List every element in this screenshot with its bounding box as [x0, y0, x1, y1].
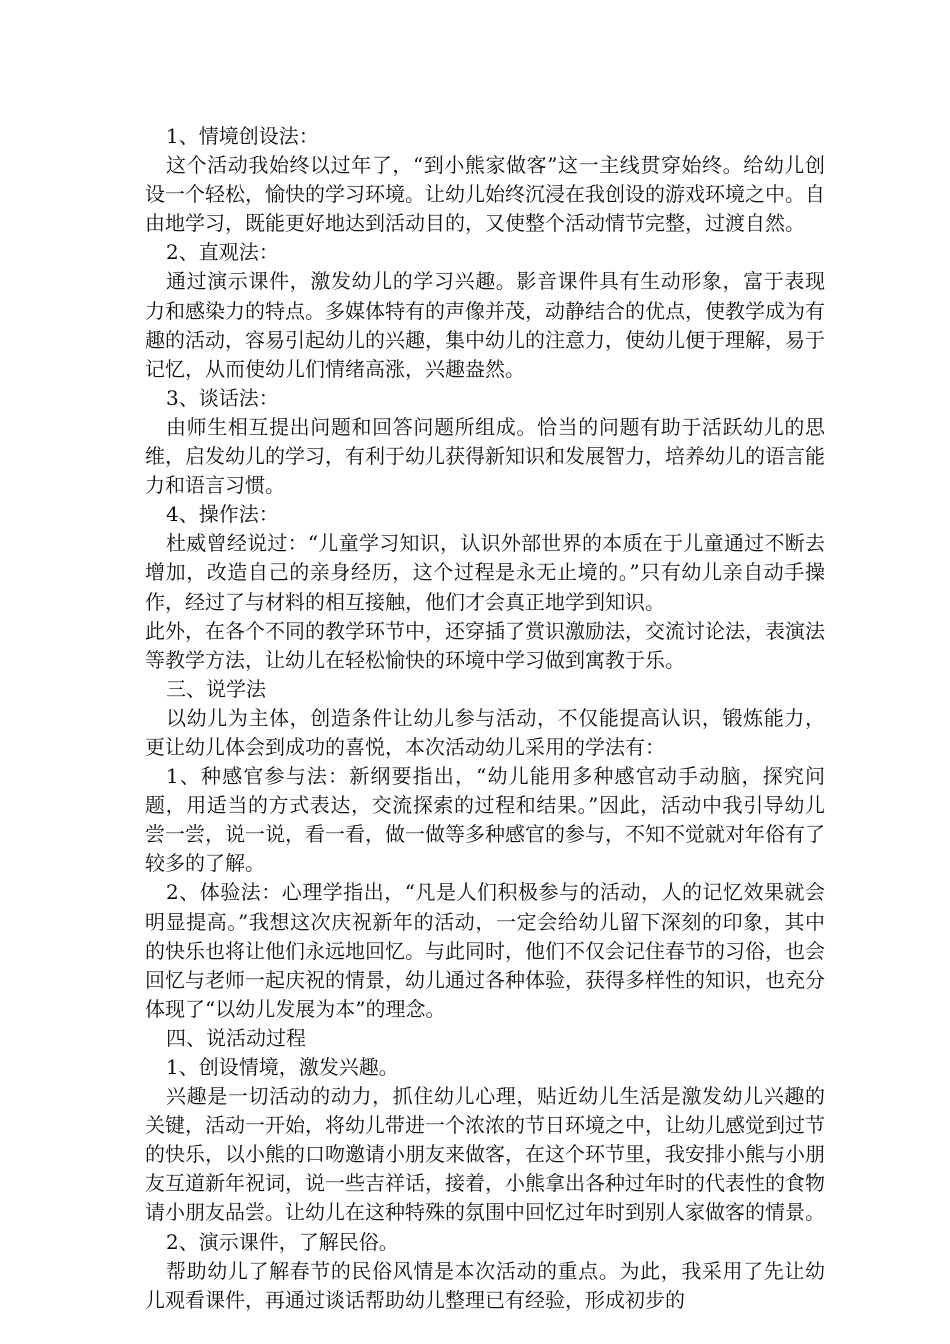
paragraph-intuitive-method: 通过演示课件，激发幼儿的学习兴趣。影音课件具有生动形象，富于表现力和感染力的特点。多媒体特有的声像并茂，动静结合的优点，使教学成为有趣的活动，容易引起幼儿的兴趣，集中幼儿的注意力，使幼儿便于理解，易于记忆，从而使幼儿们情绪高涨，兴趣盎然。 [145, 269, 825, 381]
paragraph-show-courseware: 帮助幼儿了解春节的民俗风情是本次活动的重点。为此，我采用了先让幼儿观看课件，再通过谈话帮助幼儿整理已有经验，形成初步的 [145, 1258, 825, 1312]
heading-create-situation: 1、创设情境，激发兴趣。 [166, 1055, 399, 1079]
heading-show-courseware: 2、演示课件，了解民俗。 [166, 1229, 399, 1254]
heading-situation-method: 1、情境创设法： [166, 124, 319, 148]
paragraph-conversation-method: 由师生相互提出问题和回答问题所组成。恰当的问题有助于活跃幼儿的思维，启发幼儿的学习，有利于幼儿获得新知识和发展智力，培养幼儿的语言能力和语言习惯。 [145, 414, 825, 498]
section-heading-activity-process: 四、说活动过程 [166, 1025, 306, 1050]
paragraph-other-methods: 此外，在各个不同的教学环节中，还穿插了赏识激励法，交流讨论法，表演法等教学方法，让幼儿在轻松愉快的环境中学习做到寓教于乐。 [145, 618, 825, 672]
paragraph-learning-methods-intro: 以幼儿为主体，创造条件让幼儿参与活动，不仅能提高认识，锻炼能力，更让幼儿体会到成功的喜悦，本次活动幼儿采用的学法有： [145, 705, 825, 759]
paragraph-senses-method: 1、种感官参与法：新纲要指出，“幼儿能用多种感官动手动脑，探究问题，用适当的方式表达，交流探索的过程和结果。”因此，活动中我引导幼儿尝一尝，说一说，看一看，做一做等多种感官的参与，不知不觉就对年俗有了较多的了解。 [145, 764, 825, 876]
paragraph-experience-method: 2、体验法：心理学指出，“凡是人们积极参与的活动，人的记忆效果就会明显提高。”我想这次庆祝新年的活动，一定会给幼儿留下深刻的印象，其中的快乐也将让他们永远地回忆。与此同时，他们不仅会记住春节的习俗，也会回忆与老师一起庆祝的情景，幼儿通过各种体验，获得多样性的知识，也充分体现了“以幼儿发展为本”的理念。 [145, 880, 825, 1021]
section-heading-learning-methods: 三、说学法 [166, 676, 266, 701]
paragraph-situation-method: 这个活动我始终以过年了，“到小熊家做客”这一主线贯穿始终。给幼儿创设一个轻松，愉快的学习环境。让幼儿始终沉浸在我创设的游戏环境之中。自由地学习，既能更好地达到活动目的，又使整个活动情节完整，过渡自然。 [145, 153, 825, 236]
heading-intuitive-method: 2、直观法： [166, 240, 279, 265]
paragraph-operation-method: 杜威曾经说过：“儿童学习知识，认识外部世界的本质在于儿童通过不断去增加，改造自己的亲身经历，这个过程是永无止境的。”只有幼儿亲自动手操作，经过了与材料的相互接触，他们才会真正地学到知识。 [145, 531, 825, 614]
heading-conversation-method: 3、谈话法： [166, 385, 279, 410]
document-page [145, 122, 825, 1315]
paragraph-create-situation: 兴趣是一切活动的动力，抓住幼儿心理，贴近幼儿生活是激发幼儿兴趣的关键，活动一开始，将幼儿带进一个浓浓的节日环境之中，让幼儿感觉到过节的快乐，以小熊的口吻邀请小朋友来做客，在这个环节里，我安排小熊与小朋友互道新年祝词，说一些吉祥话，接着，小熊拿出各种过年时的代表性的食物请小朋友品尝。让幼儿在这种特殊的氛围中回忆过年时到别人家做客的情景。 [145, 1084, 825, 1225]
heading-operation-method: 4、操作法： [166, 502, 279, 527]
